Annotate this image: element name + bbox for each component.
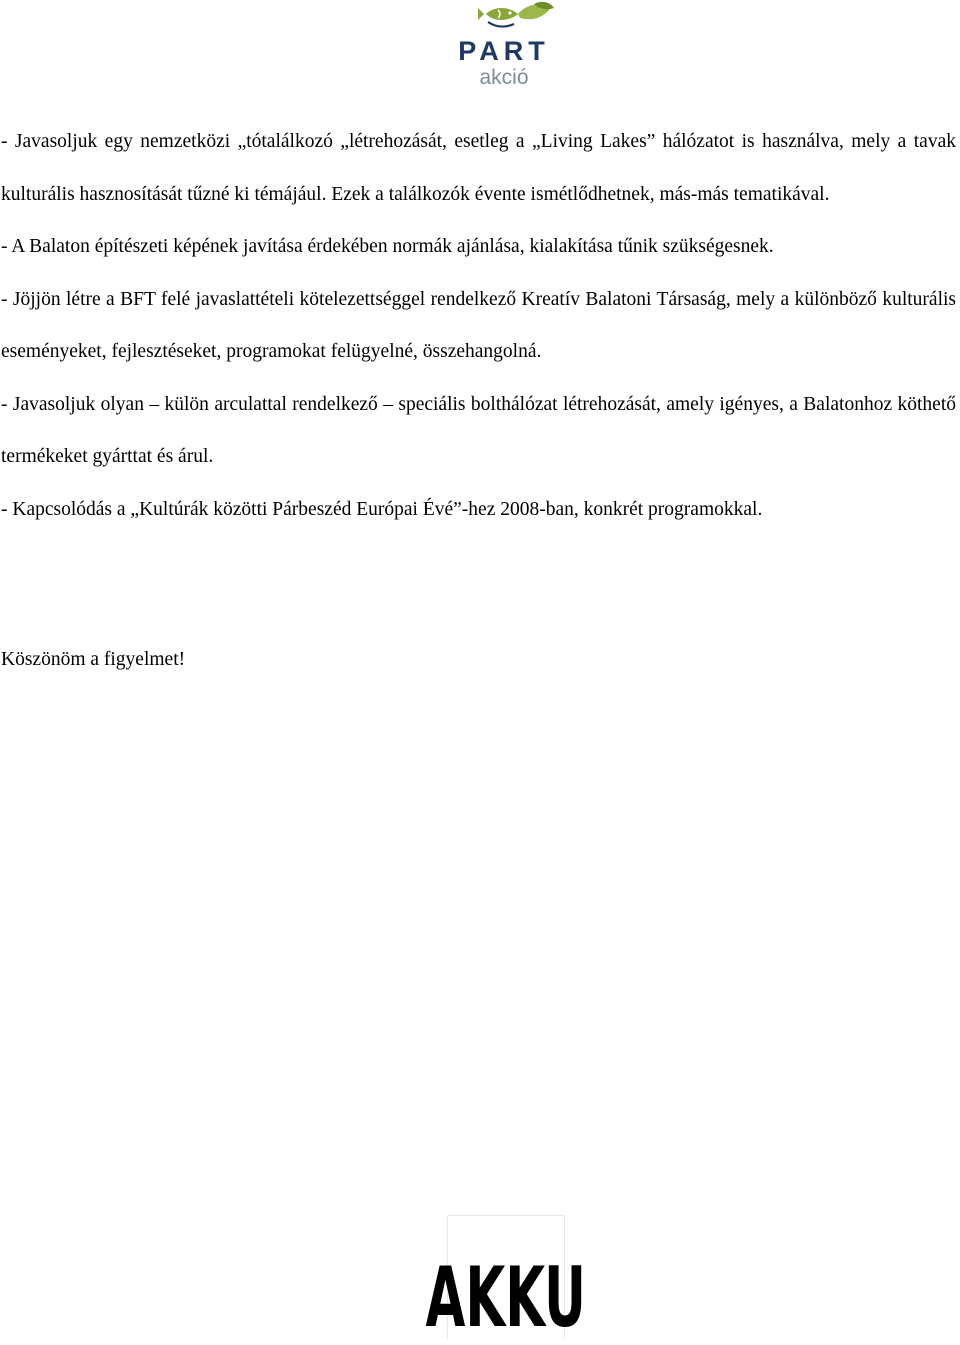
paragraph-shop-network: - Javasoljuk olyan – külön arculattal rendelkező – speciális bolthálózat létrehozását, amely igényes, a Balatonhoz köthető termékeket gyárttat és árul. [1, 393, 956, 467]
paragraph-creative-society: - Jöjjön létre a BFT felé javaslattételi kötelezettséggel rendelkező Kreatív Balatoni Társaság, mely a különböző kulturális eseményeket, fejlesztéseket, programokat felügyelné, összehangolná. [1, 288, 956, 362]
akku-logo-word: AKKU [425, 1250, 586, 1345]
paragraph-intercultural-year: - Kapcsolódás a „Kultúrák közötti Párbeszéd Európai Évé”-hez 2008-ban, konkrét programokkal. [1, 498, 763, 520]
akku-logo [425, 1215, 586, 1345]
paragraph-architecture: - A Balaton építészeti képének javítása érdekében normák ajánlása, kialakítása tűnik szükségesnek. [1, 236, 774, 257]
paragraph-living-lakes: - Javasoljuk egy nemzetközi „tótalálkozó „létrehozását, esetleg a „Living Lakes” hálózatot is használva, mely a tavak kulturális hasznosítását tűzné ki témájául. Ezek a találkozók évente ismétlődhetnek, más-más tematikával. [1, 131, 956, 205]
document-body [1, 116, 956, 536]
closing-line: Köszönöm a figyelmet! [1, 649, 186, 670]
akku-logo-mark [425, 1216, 586, 1345]
logo-sub: akció [479, 66, 529, 89]
logo-word: PART [458, 36, 550, 66]
part-akcio-logo [448, 0, 562, 92]
fish-emblem [478, 2, 554, 27]
fish-leaf-icon [448, 0, 562, 92]
